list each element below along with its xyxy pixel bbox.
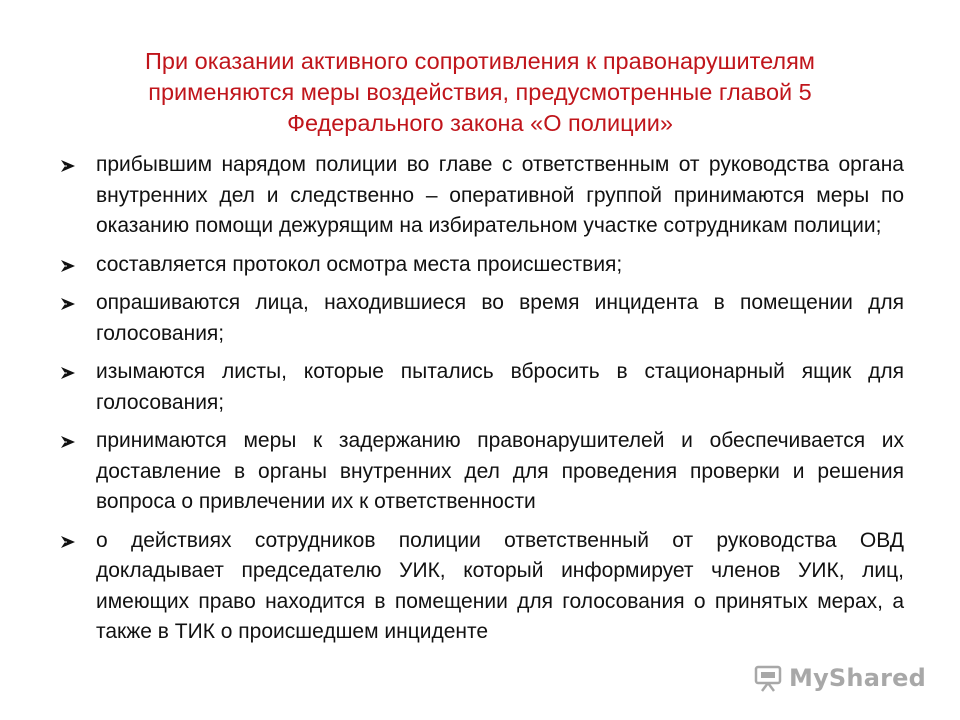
- list-item: [60, 426, 904, 518]
- presentation-board-icon: [753, 664, 783, 692]
- slide-title-line-1: При оказании активного сопротивления к правонарушителям: [145, 48, 815, 74]
- list-item-text: изымаются листы, которые пытались вбросить в стационарный ящик для голосования;: [96, 360, 904, 414]
- slide-title-line-2: применяются меры воздействия, предусмотренные главой 5: [148, 79, 812, 105]
- watermark: [753, 664, 926, 692]
- checkmark-arrow-icon: [60, 535, 76, 549]
- list-item-text: составляется протокол осмотра места происшествия;: [96, 252, 623, 276]
- checkmark-arrow-icon: [60, 259, 76, 273]
- checkmark-arrow-icon: [60, 159, 76, 173]
- list-item: [60, 526, 904, 648]
- slide-title: [60, 46, 900, 139]
- checkmark-arrow-icon: [60, 297, 76, 311]
- checkmark-arrow-icon: [60, 435, 76, 449]
- list-item-text: опрашиваются лица, находившиеся во время инцидента в помещении для голосования;: [96, 291, 904, 345]
- list-item: [60, 357, 904, 418]
- list-item-text: принимаются меры к задержанию правонарушителей и обеспечивается их доставление в органы внутренних дел для проведения проверки и решения вопроса о привлечении их к ответственности: [96, 429, 904, 513]
- watermark-text: MyShared: [789, 664, 926, 692]
- bullet-list: [60, 150, 904, 656]
- slide-title-line-3: Федерального закона «О полиции»: [287, 110, 673, 136]
- list-item-text: о действиях сотрудников полиции ответственный от руководства ОВД докладывает председателю УИК, который информирует членов УИК, лиц, имеющих право находится в помещении для голосования о принятых мерах, а также в ТИК о происшедшем инциденте: [96, 528, 904, 643]
- list-item-text: прибывшим нарядом полиции во главе с ответственным от руководства органа внутренних дел и следственно – оперативной группой принимаются меры по оказанию помощи дежурящим на избирательном участке сотрудникам полиции;: [96, 153, 904, 237]
- list-item: [60, 150, 904, 242]
- list-item: [60, 288, 904, 349]
- list-item: [60, 250, 904, 281]
- checkmark-arrow-icon: [60, 366, 76, 380]
